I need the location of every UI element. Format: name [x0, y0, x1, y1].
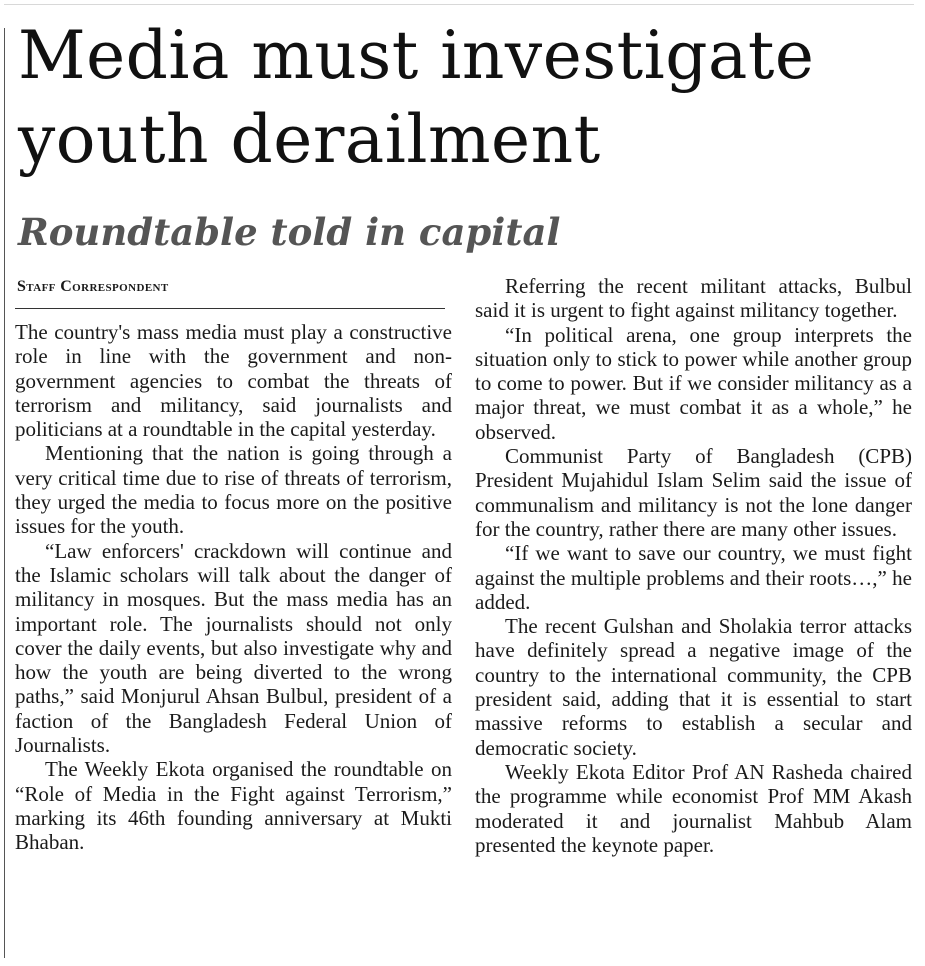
subheadline: Roundtable told in capital [18, 210, 561, 254]
paragraph: Weekly Ekota Editor Prof AN Rasheda chaired the programme while economist Prof MM Akash moderated it and journalist Mahbub Alam presented the keynote paper. [475, 759, 912, 857]
frame-left-rule [4, 28, 5, 958]
paragraph: Mentioning that the nation is going through a very critical time due to rise of threats of terrorism, they urged the media to focus more on the positive issues for the youth. [15, 441, 452, 539]
column-left [15, 276, 452, 855]
paragraph: The country's mass media must play a constructive role in line with the government and non-government agencies to combat the threats of terrorism and militancy, said journalists and politicians at a roundtable in the capital yesterday. [15, 320, 452, 442]
column-right [475, 274, 912, 857]
byline: Staff Correspondent [17, 278, 169, 295]
paragraph: The Weekly Ekota organised the roundtable on “Role of Media in the Fight against Terrorism,” marking its 46th founding anniversary at Mukti Bhaban. [15, 757, 452, 855]
paragraph: Communist Party of Bangladesh (CPB) President Mujahidul Islam Selim said the issue of communalism and militancy is not the lone danger for the country, rather there are many other issues. [475, 444, 912, 541]
paragraph: “If we want to save our country, we must fight against the multiple problems and their roots…,” he added. [475, 541, 912, 614]
frame-top-rule [4, 4, 914, 5]
paragraph: The recent Gulshan and Sholakia terror attacks have definitely spread a negative image of the country to the international community, the CPB president said, adding that it is essential to start massive reforms to establish a secular and democratic society. [475, 614, 912, 760]
paragraph: “Law enforcers' crackdown will continue and the Islamic scholars will talk about the danger of militancy in mosques. But the mass media has an important role. The journalists should not only cover the daily events, but also investigate why and how the youth are being diverted to the wrong paths,” said Monjurul Ahsan Bulbul, president of a faction of the Bangladesh Federal Union of Journalists. [15, 538, 452, 758]
paragraph: “In political arena, one group interprets the situation only to stick to power while another group to come to power. But if we consider militancy as a major threat, we must combat it as a whole,” he observed. [475, 322, 912, 444]
paragraph: Referring the recent militant attacks, Bulbul said it is urgent to fight against militancy together. [475, 274, 912, 323]
headline: Media must investigate youth derailment [18, 17, 815, 178]
byline-rule [15, 308, 445, 309]
